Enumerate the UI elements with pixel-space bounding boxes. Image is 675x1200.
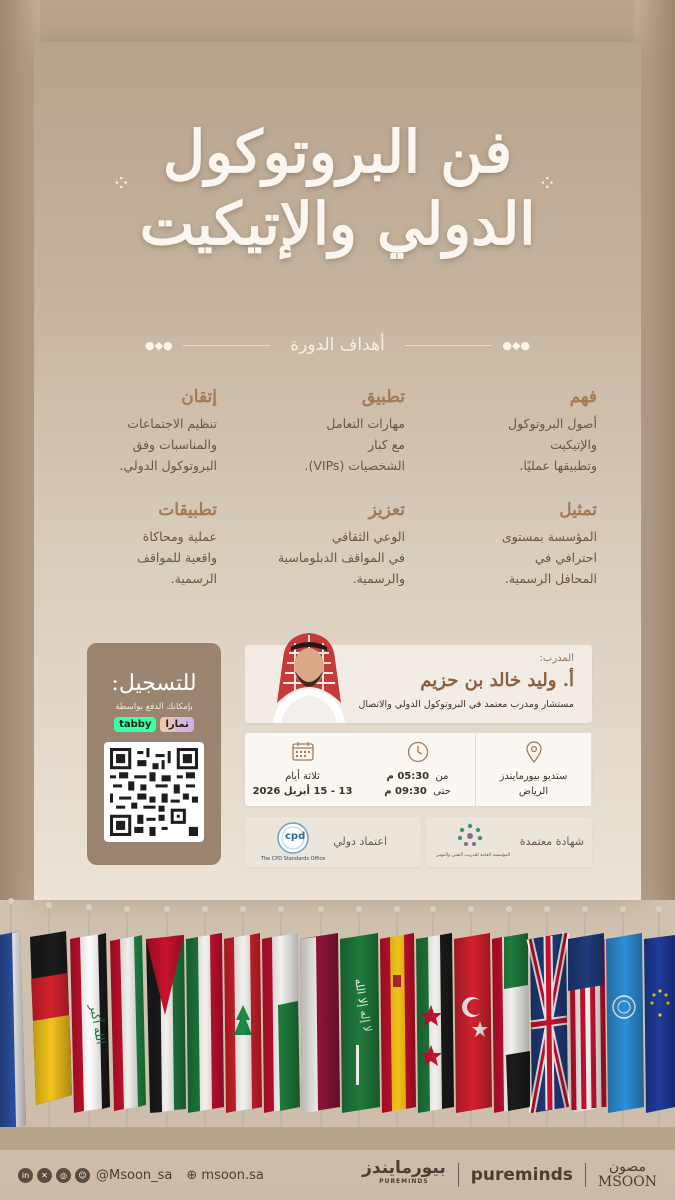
- poster-title-line2: الدولي والإتيكيت: [139, 190, 536, 258]
- social-handle[interactable]: @Msoon_sa: [96, 1167, 173, 1183]
- goals-heading: أهداف الدورة: [290, 335, 385, 355]
- flag-germany-icon: [30, 905, 72, 1141]
- goal-enhance: تعزيز الوعي الثقافي في المواقف الدبلوماسية والرسمية.: [277, 500, 405, 586]
- flag-turkey-icon: [454, 909, 492, 1141]
- clock-icon: [407, 741, 429, 763]
- certified-card: [426, 817, 592, 867]
- pureminds-logo: pureminds: [470, 1165, 573, 1185]
- info-venue: [476, 733, 592, 806]
- info-dates: [245, 733, 360, 806]
- social-icons: [18, 1168, 90, 1183]
- flag-eu-icon: [644, 909, 675, 1141]
- divider-dots-icon: ●◆●: [145, 338, 173, 352]
- course-duration: ثلاثة أيام: [285, 771, 320, 782]
- divider-dots-icon: ●◆●: [502, 338, 531, 352]
- goal-master: إتقان تنظيم الاجتماعات والمناسبات وفق البروتوكول الدولي.: [119, 387, 217, 473]
- footer: [0, 1150, 675, 1200]
- qr-code-icon: [110, 748, 198, 836]
- brand-logos: [362, 1160, 657, 1190]
- flag-spain-icon: [380, 909, 416, 1141]
- trainer-name: أ. وليد خالد بن حزيم: [420, 670, 574, 691]
- flag-italy-icon: [110, 909, 146, 1141]
- to-time: 09:30 م: [384, 786, 427, 797]
- snapchat-icon[interactable]: ☺: [75, 1168, 90, 1183]
- trainer-photo: [259, 623, 359, 723]
- flag-palestine-icon: [146, 909, 186, 1141]
- location-pin-icon: [526, 741, 542, 763]
- venue-name: ستديو بيورمايندز: [499, 771, 568, 782]
- course-info-card: [245, 733, 592, 806]
- flag-france-icon: [0, 901, 26, 1141]
- ornament-left-icon: ⁘: [112, 172, 131, 197]
- flags-row: [0, 895, 675, 1150]
- registration-panel[interactable]: [87, 643, 221, 865]
- flag-syria-icon: [416, 909, 454, 1141]
- cpd-badge-text: cpd: [285, 831, 306, 842]
- cpd-office: The CPD Standards Office: [260, 856, 326, 862]
- payment-options: [87, 717, 221, 732]
- register-heading: للتسجيل:: [111, 671, 197, 696]
- pureminds-arabic-logo: بيورمايندز PUREMINDS: [362, 1158, 446, 1185]
- flag-kuwait-icon: [186, 909, 224, 1141]
- venue-city: الرياض: [518, 786, 549, 797]
- international-accreditation-card: [245, 817, 421, 867]
- certified-org: المؤسسة العامة للتدريب التقني والمهني: [435, 853, 511, 858]
- to-label: حتى: [433, 786, 451, 797]
- flag-saudi-arabia-icon: [340, 909, 380, 1141]
- trainer-title: مستشار ومدرب معتمد في البروتوكول الدولي والاتصال: [358, 699, 574, 710]
- tabby-logo: tabby: [114, 717, 156, 732]
- website-link[interactable]: ⊕ msoon.sa: [186, 1167, 264, 1183]
- msoon-logo: مصون MSOON: [597, 1159, 657, 1190]
- payment-subtitle: بإمكانك الدفع بواسطة: [115, 702, 193, 712]
- flag-uk-icon: [530, 909, 568, 1141]
- trainer-card: [245, 645, 592, 723]
- info-time: [360, 733, 476, 806]
- goals-divider: [145, 333, 530, 357]
- tamara-logo: تمارا: [160, 717, 193, 732]
- trainer-label: المدرب:: [539, 653, 574, 664]
- calendar-icon: [292, 741, 314, 761]
- flag-usa-icon: [568, 909, 606, 1141]
- international-label: اعتماد دولي: [333, 835, 387, 848]
- goal-apply: تطبيق مهارات التعامل مع كبار الشخصيات (VIPs).: [304, 387, 405, 473]
- goal-applications: تطبيقات عملية ومحاكاة واقعية للمواقف الرسمية.: [137, 500, 217, 586]
- x-icon[interactable]: ✕: [37, 1168, 52, 1183]
- linkedin-icon[interactable]: in: [18, 1168, 33, 1183]
- registration-qr-code[interactable]: [104, 742, 204, 842]
- instagram-icon[interactable]: ◎: [56, 1168, 71, 1183]
- ornament-right-icon: ⁘: [538, 172, 557, 197]
- flag-qatar-icon: [300, 909, 340, 1141]
- flag-iraq-icon: [70, 907, 110, 1141]
- from-time: 05:30 م: [386, 771, 430, 782]
- goal-understand: فهم أصول البروتوكول والإتيكيت وتطبيقها عمليًا.: [507, 387, 597, 473]
- poster-title-line1: فن البروتوكول: [162, 118, 513, 186]
- website-text: msoon.sa: [201, 1167, 264, 1183]
- course-dates: 13 - 15 أبريل 2026: [252, 786, 353, 797]
- goal-represent: تمثيل المؤسسة بمستوى احترافي في المحافل الرسمية.: [501, 500, 597, 586]
- tvtc-logo-icon: [456, 822, 484, 850]
- flag-lebanon-icon: [224, 909, 262, 1141]
- from-label: من: [435, 771, 449, 782]
- flag-un-icon: [606, 909, 644, 1141]
- certified-label: شهادة معتمدة: [519, 835, 584, 848]
- flag-uae-icon: [492, 909, 530, 1141]
- flag-oman-icon: [262, 909, 300, 1141]
